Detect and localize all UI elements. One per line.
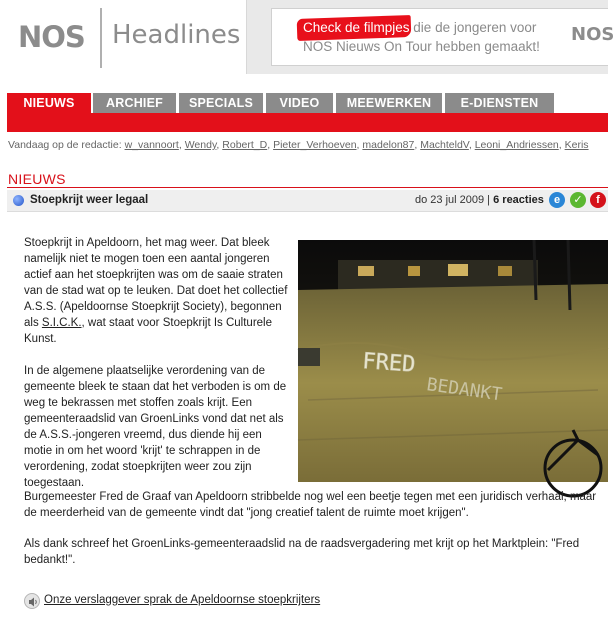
promo-line-2[interactable]: NOS Nieuws On Tour hebben gemaakt! [303, 39, 540, 54]
article-meta [415, 194, 544, 206]
section-divider [7, 187, 608, 188]
article-date: do 23 jul 2009 [415, 194, 485, 206]
article-title[interactable]: Stoepkrijt weer legaal [30, 194, 149, 206]
tab-specials[interactable]: SPECIALS [179, 93, 263, 113]
logo-nos: NOS [18, 20, 85, 54]
tab-meewerken[interactable]: MEEWERKEN [336, 93, 442, 113]
logo-headlines: Headlines [112, 20, 241, 50]
tab-e-diensten[interactable]: E-DIENSTEN [445, 93, 554, 113]
audio-link[interactable]: Onze verslaggever sprak de Apeldoornse stoepkrijters [44, 594, 321, 606]
editor-link[interactable]: w_vannoort [124, 139, 179, 151]
speaker-icon[interactable] [24, 593, 40, 609]
meta-separator: | [484, 194, 494, 206]
check-icon[interactable]: ✓ [570, 192, 586, 208]
tab-nieuws[interactable]: NIEUWS [7, 93, 91, 113]
site-header [0, 0, 614, 74]
editor-link[interactable]: MachteldV [420, 139, 469, 151]
editor-link[interactable]: Robert_D [222, 139, 268, 151]
promo-highlight-text[interactable]: Check de filmpjes [303, 20, 410, 35]
ie-icon[interactable]: e [549, 192, 565, 208]
nav-subbar [7, 113, 608, 132]
article-header-bar [7, 190, 608, 212]
photo-text-bedankt: BEDANKT [425, 374, 504, 406]
main-nav [0, 93, 608, 113]
paragraph-4: Als dank schreef het GroenLinks-gemeenteraadslid na de raadsvergadering met krijt op het Marktplein: "Fred bedankt!". [24, 538, 580, 566]
tab-video[interactable]: VIDEO [266, 93, 333, 113]
paragraph-1-text-end: , wat staat voor Stoepkrijt Is Culturele Kunst. [24, 317, 272, 345]
paragraph-1 [24, 235, 290, 347]
promo-line-1[interactable] [303, 20, 536, 35]
editors-line: Vandaag op de redactie: w_vannoort, Wendy, Robert_D, Pieter_Verhoeven, madelon87, MachteldV, Leoni_Andriessen, Keris [8, 139, 589, 151]
photo-illustration [298, 240, 608, 482]
paragraph-1-text: Stoepkrijt in Apeldoorn, het mag weer. Dat bleek namelijk niet te mogen toen een aantal jongeren actief aan het stoepkrijten was om de saaie straten van de stad wat op te leuken. Dat doet het collectief A.S.S. (Apeldoornse Stoepkrijt Society), begonnen als [24, 237, 288, 329]
editor-link[interactable]: Wendy [184, 139, 217, 151]
section-title: NIEUWS [8, 171, 66, 187]
editors-prefix: Vandaag op de redactie: [8, 139, 125, 151]
editor-link[interactable]: Leoni_Andriessen [474, 139, 559, 151]
bullet-icon [13, 195, 24, 206]
logo[interactable] [0, 0, 247, 74]
editor-link[interactable]: madelon87 [362, 139, 415, 151]
paragraph-2: In de algemene plaatselijke verordening van de gemeente bleek te staan dat het verboden is om de weg te bekrassen met stoffen zoals krijt. Een gemeenteraadslid van GroenLinks vond dat net als de A.S.S.-jongeren vreemd, dus diende hij een motie in om het woord 'krijt' te schrappen in de verordening, zodat stoepkrijten weer zou zijn toegestaan. [24, 365, 287, 489]
paragraph-3: Burgemeester Fred de Graaf van Apeldoorn stribbelde nog wel een beetje tegen met een juridisch verhaal, maar de meerderheid van de gemeente vindt dat "jong creatief talent de ruimte moet krijgen". [24, 491, 597, 519]
share-icon[interactable]: f [590, 192, 606, 208]
photo-text-fred: FRED [361, 349, 417, 378]
editor-link[interactable]: Keris [564, 139, 589, 151]
reactions-link[interactable]: 6 reacties [493, 194, 544, 206]
article-body [24, 235, 290, 507]
tab-archief[interactable]: ARCHIEF [93, 93, 176, 113]
article-body-wide [24, 489, 608, 583]
promo-line-1-rest: die de jongeren voor [409, 20, 537, 35]
logo-divider [100, 8, 102, 68]
editor-link[interactable]: Pieter_Verhoeven [273, 139, 357, 151]
promo-logo: NOS [571, 24, 614, 45]
sick-link[interactable]: S.I.C.K. [41, 317, 82, 329]
article-photo [298, 240, 608, 482]
